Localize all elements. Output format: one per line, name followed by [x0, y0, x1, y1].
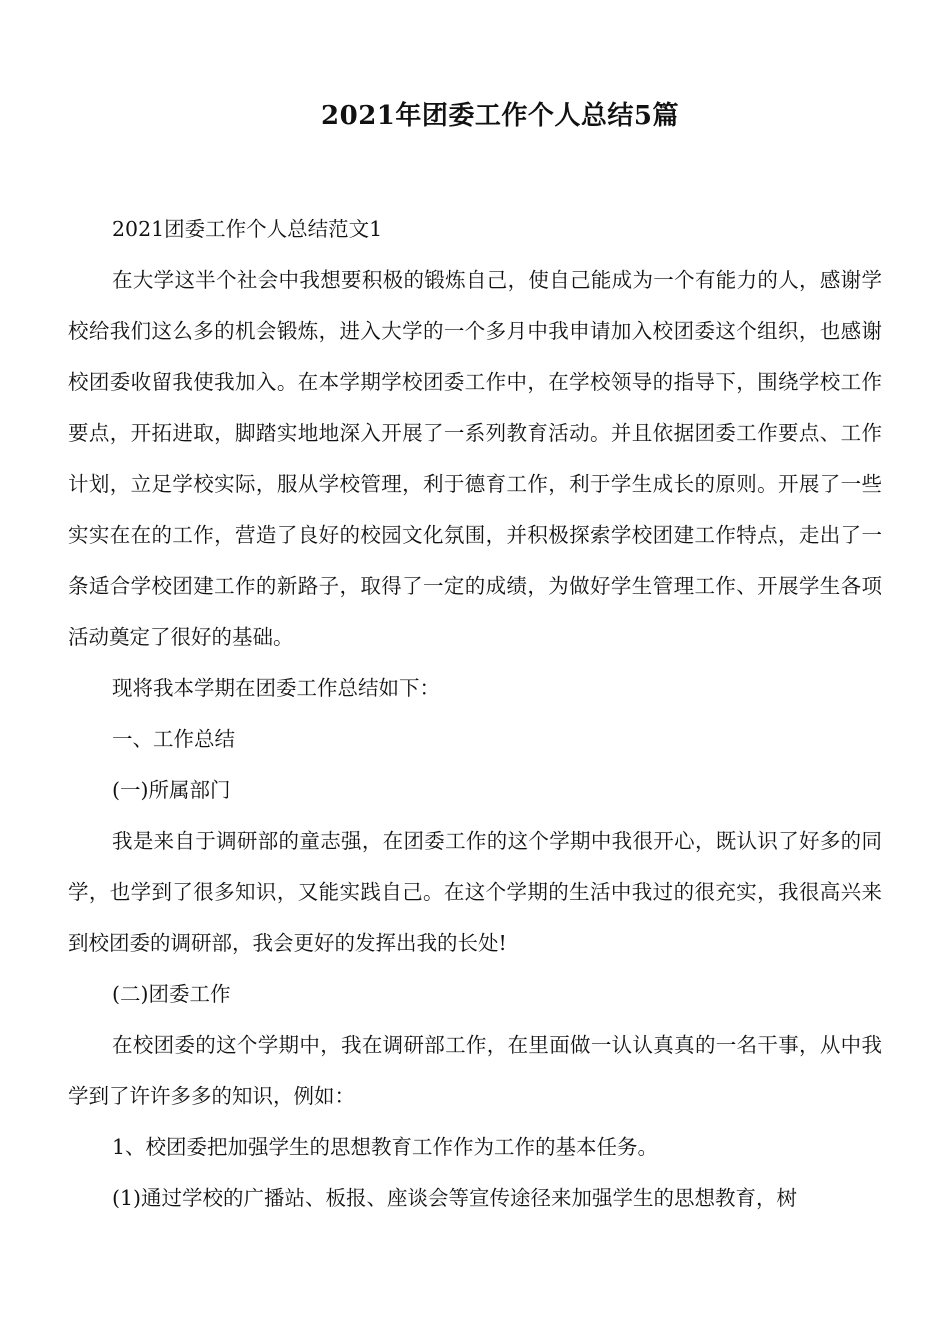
list-item: (1)通过学校的广播站、板报、座谈会等宣传途径来加强学生的思想教育，树	[112, 1186, 798, 1210]
document-title: 2021年团委工作个人总结5篇	[321, 101, 679, 131]
body-paragraph: 在校团委的这个学期中，我在调研部工作，在里面做一认认真真的一名干事，从中我学到了许许多多的知识，例如：	[68, 1033, 882, 1108]
body-paragraph: 现将我本学期在团委工作总结如下：	[112, 676, 440, 700]
body-paragraph: 在大学这半个社会中我想要积极的锻炼自己，使自己能成为一个有能力的人，感谢学校给我们这么多的机会锻炼，进入大学的一个多月中我申请加入校团委这个组织，也感谢校团委收留我使我加入。在本学期学校团委工作中，在学校领导的指导下，围绕学校工作要点，开拓进取，脚踏实地地深入开展了一系列教育活动。并且依据团委工作要点、工作计划，立足学校实际，服从学校管理，利于德育工作，利于学生成长的原则。开展了一些实实在在的工作，营造了良好的校园文化氛围，并积极探索学校团建工作特点，走出了一条适合学校团建工作的新路子，取得了一定的成绩，为做好学生管理工作、开展学生各项活动奠定了很好的基础。	[68, 268, 882, 649]
subsection-heading: (一)所属部门	[112, 778, 231, 802]
subsection-heading: (二)团委工作	[112, 982, 231, 1006]
section-heading: 2021团委工作个人总结范文1	[112, 217, 383, 241]
document-body	[68, 204, 882, 1224]
list-item: 1、校团委把加强学生的思想教育工作作为工作的基本任务。	[112, 1135, 659, 1159]
section-heading: 一、工作总结	[112, 727, 235, 751]
body-paragraph: 我是来自于调研部的童志强，在团委工作的这个学期中我很开心，既认识了好多的同学，也学到了很多知识，又能实践自己。在这个学期的生活中我过的很充实，我很高兴来到校团委的调研部，我会更好的发挥出我的长处!	[68, 829, 882, 955]
